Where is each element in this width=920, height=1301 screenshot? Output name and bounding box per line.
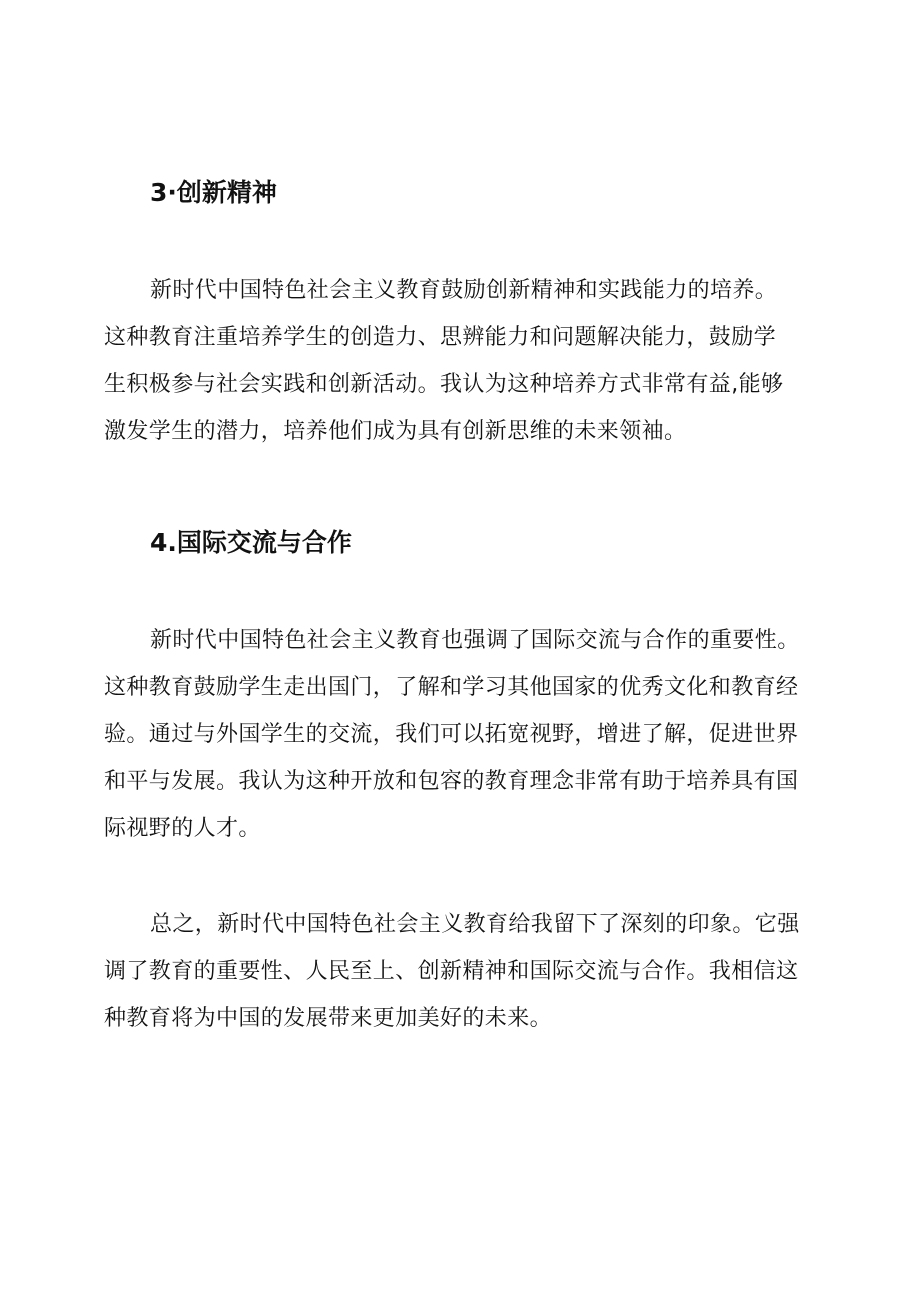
conclusion-line: 调了教育的重要性、人民至上、创新精神和国际交流与合作。我相信这 (104, 959, 799, 984)
paragraph-line: 这种教育鼓励学生走出国门，了解和学习其他国家的优秀文化和教育经 (104, 675, 799, 700)
section-heading-international: 4.国际交流与合作 (150, 528, 352, 557)
conclusion-line: 总之，新时代中国特色社会主义教育给我留下了深刻的印象。它强 (150, 912, 800, 937)
paragraph-line: 和平与发展。我认为这种开放和包容的教育理念非常有助于培养具有国 (104, 769, 799, 794)
paragraph-line: 激发学生的潜力，培养他们成为具有创新思维的未来领袖。 (104, 419, 687, 444)
paragraph-line: 新时代中国特色社会主义教育鼓励创新精神和实践能力的培养。 (150, 278, 778, 303)
section-heading-innovation: 3·创新精神 (150, 178, 277, 207)
paragraph-line: 验。通过与外国学生的交流，我们可以拓宽视野，增进了解，促进世界 (104, 722, 799, 747)
conclusion-line: 种教育将为中国的发展带来更加美好的未来。 (104, 1006, 553, 1031)
paragraph-line: 际视野的人才。 (104, 816, 261, 841)
paragraph-line: 这种教育注重培养学生的创造力、思辨能力和问题解决能力，鼓励学 (104, 325, 777, 350)
paragraph-line: 生积极参与社会实践和创新活动。我认为这种培养方式非常有益,能够 (104, 372, 784, 397)
paragraph-line: 新时代中国特色社会主义教育也强调了国际交流与合作的重要性。 (150, 628, 800, 653)
